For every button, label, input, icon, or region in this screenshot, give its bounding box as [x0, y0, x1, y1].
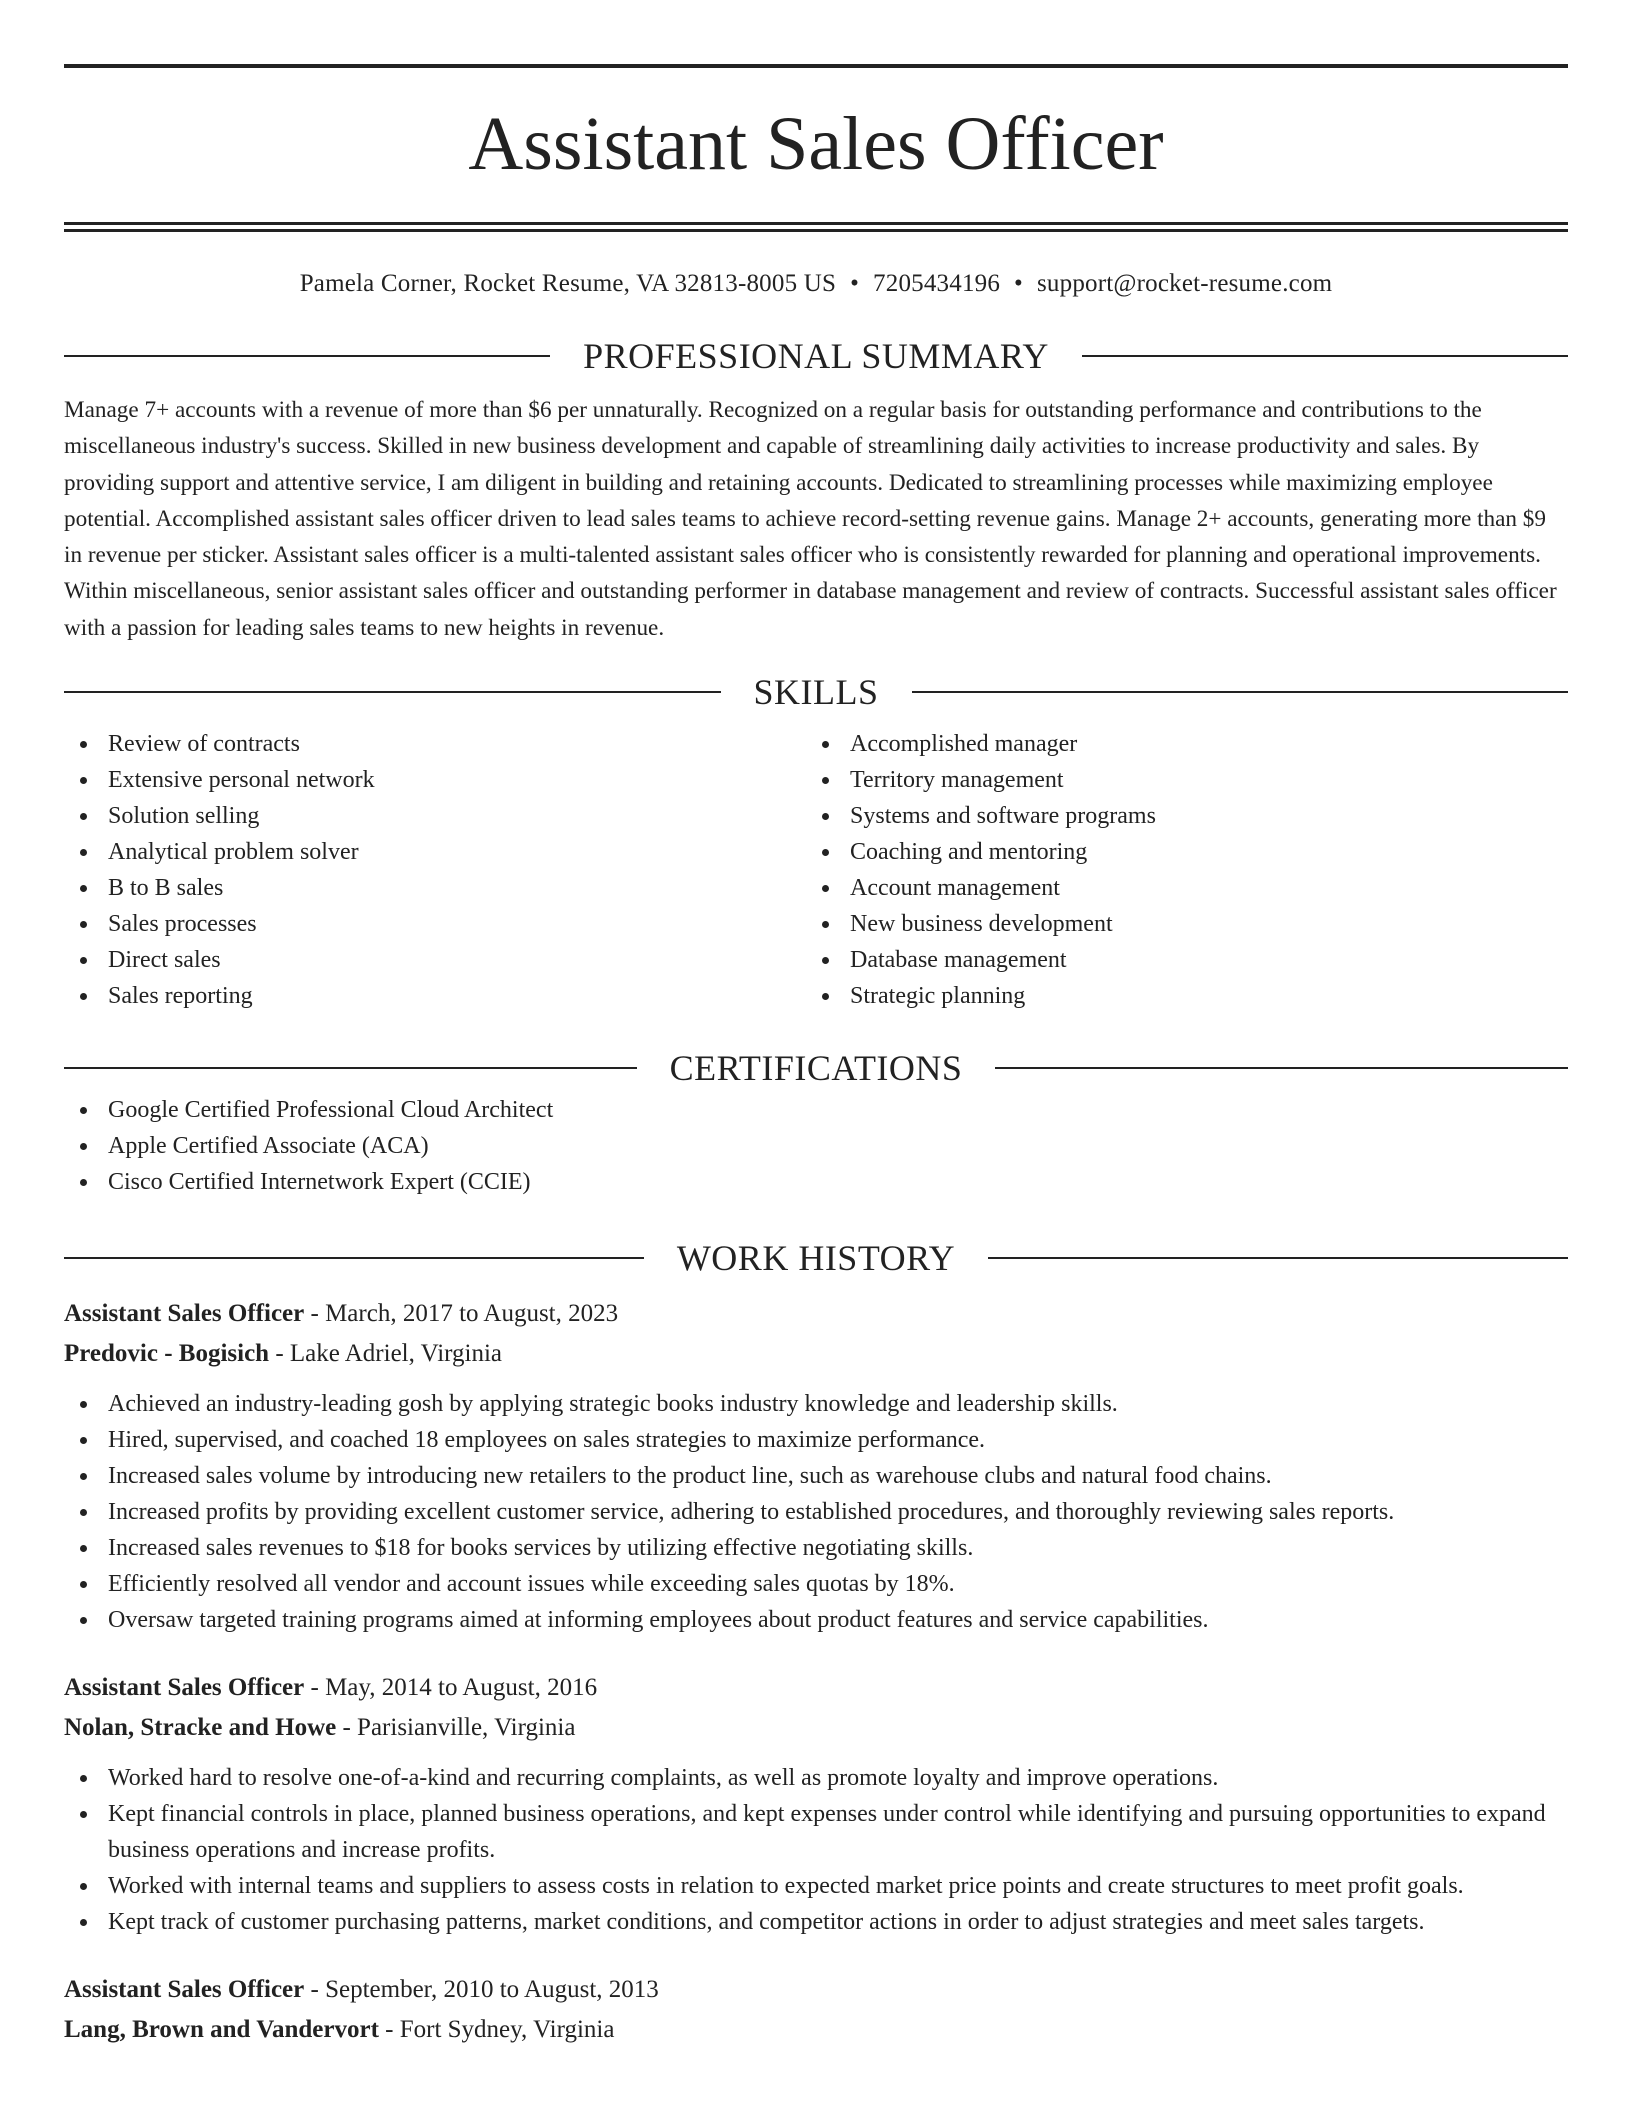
section-title: SKILLS [753, 672, 879, 713]
skill-item: Account management [806, 870, 1548, 906]
job-bullet-item: Worked hard to resolve one-of-a-kind and recurring complaints, as well as promote loyalty and improve operations. [64, 1760, 1568, 1796]
section-heading-skills [64, 668, 1568, 716]
job-bullet-item: Increased sales revenues to $18 for books services by utilizing effective negotiating skills. [64, 1530, 1568, 1566]
skills-columns [64, 726, 1568, 1014]
job-bullet-item: Achieved an industry-leading gosh by applying strategic books industry knowledge and leadership skills. [64, 1386, 1568, 1422]
skill-item: Systems and software programs [806, 798, 1548, 834]
skill-item: Sales processes [64, 906, 806, 942]
job-bullet-item: Increased profits by providing excellent customer service, adhering to established procedures, and thoroughly reviewing sales reports. [64, 1494, 1568, 1530]
job-company: Predovic - Bogisich [64, 1340, 270, 1368]
heading-rule-right [995, 1067, 1568, 1069]
job-company-line [64, 1334, 1568, 1374]
job-title-line [64, 1294, 1568, 1334]
job-bullet-item: Worked with internal teams and suppliers to assess costs in relation to expected market price points and create structures to meet profit goals. [64, 1868, 1568, 1904]
certification-item: Apple Certified Associate (ACA) [64, 1128, 1568, 1164]
job-title: Assistant Sales Officer [64, 1976, 305, 2004]
job-company-line [64, 2010, 1568, 2050]
job-company: Nolan, Stracke and Howe [64, 1714, 337, 1742]
skill-item: Solution selling [64, 798, 806, 834]
section-title: CERTIFICATIONS [669, 1048, 963, 1089]
job-dates: - March, 2017 to August, 2023 [304, 1300, 619, 1328]
skills-list-left [64, 726, 806, 1014]
job-location: - Lake Adriel, Virginia [269, 1340, 503, 1368]
heading-rule-right [1082, 355, 1568, 357]
job-company: Lang, Brown and Vandervort [64, 2016, 379, 2044]
heading-rule-left [64, 1067, 637, 1069]
skills-list-right [806, 726, 1548, 1014]
section-title: WORK HISTORY [676, 1238, 956, 1279]
contact-email: support@rocket-resume.com [1037, 270, 1333, 297]
job-location: - Parisianville, Virginia [336, 1714, 576, 1742]
skill-item: Analytical problem solver [64, 834, 806, 870]
resume-title: Assistant Sales Officer [468, 102, 1164, 186]
job-title-line [64, 1668, 1568, 1708]
heading-rule-left [64, 355, 550, 357]
skill-item: Strategic planning [806, 978, 1548, 1014]
heading-rule-left [64, 1257, 644, 1259]
skill-item: Database management [806, 942, 1548, 978]
heading-rule-left [64, 691, 721, 693]
job-location: - Fort Sydney, Virginia [378, 2016, 615, 2044]
contact-phone: 7205434196 [873, 270, 1001, 297]
heading-rule-right [912, 691, 1569, 693]
section-heading-work-history [64, 1234, 1568, 1282]
skill-item: Sales reporting [64, 978, 806, 1014]
skill-item: Accomplished manager [806, 726, 1548, 762]
skill-item: Review of contracts [64, 726, 806, 762]
job-title-line [64, 1970, 1568, 2010]
contact-separator: • [1014, 270, 1023, 297]
section-title: PROFESSIONAL SUMMARY [583, 336, 1049, 376]
skill-item: Coaching and mentoring [806, 834, 1548, 870]
work-history-list [64, 1294, 1568, 2050]
certifications-list [64, 1092, 1568, 1200]
job-bullet-item: Hired, supervised, and coached 18 employees on sales strategies to maximize performance. [64, 1422, 1568, 1458]
skill-item: Direct sales [64, 942, 806, 978]
job-entry [64, 1970, 1568, 2050]
section-heading-summary [64, 332, 1568, 380]
job-bullets [64, 1386, 1568, 1638]
job-dates: - September, 2010 to August, 2013 [304, 1976, 659, 2004]
job-bullet-item: Efficiently resolved all vendor and account issues while exceeding sales quotas by 18%. [64, 1566, 1568, 1602]
job-title: Assistant Sales Officer [64, 1674, 305, 1702]
job-bullet-item: Increased sales volume by introducing new retailers to the product line, such as warehouse clubs and natural food chains. [64, 1458, 1568, 1494]
job-bullet-item: Oversaw targeted training programs aimed at informing employees about product features and service capabilities. [64, 1602, 1568, 1638]
job-dates: - May, 2014 to August, 2016 [304, 1674, 598, 1702]
job-bullet-item: Kept track of customer purchasing patterns, market conditions, and competitor actions in order to adjust strategies and meet sales targets. [64, 1904, 1568, 1940]
summary-text: Manage 7+ accounts with a revenue of more than $6 per unnaturally. Recognized on a regular basis for outstanding performance and contributions to the miscellaneous industry's success. Skilled in new business development and capable of streamlining daily activities to increase productivity and sales. By providing support and attentive service, I am diligent in building and retaining accounts. Dedicated to streamlining processes while maximizing employee potential. Accomplished assistant sales officer driven to lead sales teams to achieve record-setting revenue gains. Manage 2+ accounts, generating more than $9 in revenue per sticker. Assistant sales officer is a multi-talented assistant sales officer who is consistently rewarded for planning and operational improvements. Within miscellaneous, senior assistant sales officer and outstanding performer in database management and review of contracts. Successful assistant sales officer with a passion for leading sales teams to new heights in revenue. [64, 397, 1557, 641]
certification-item: Google Certified Professional Cloud Architect [64, 1092, 1568, 1128]
top-rule [64, 64, 1568, 68]
skill-item: Territory management [806, 762, 1548, 798]
skill-item: B to B sales [64, 870, 806, 906]
job-title: Assistant Sales Officer [64, 1300, 305, 1328]
skill-item: New business development [806, 906, 1548, 942]
contact-address: Pamela Corner, Rocket Resume, VA 32813-8005 US [299, 270, 837, 297]
title-double-rule [64, 222, 1568, 232]
job-entry [64, 1668, 1568, 1940]
job-company-line [64, 1708, 1568, 1748]
certification-item: Cisco Certified Internetwork Expert (CCIE) [64, 1164, 1568, 1200]
skill-item: Extensive personal network [64, 762, 806, 798]
section-heading-certifications [64, 1044, 1568, 1092]
job-bullet-item: Kept financial controls in place, planned business operations, and kept expenses under control while identifying and pursuing opportunities to expand business operations and increase profits. [64, 1796, 1568, 1868]
contact-line [64, 266, 1568, 302]
job-entry [64, 1294, 1568, 1638]
job-bullets [64, 1760, 1568, 1940]
heading-rule-right [988, 1257, 1568, 1259]
contact-separator: • [850, 270, 860, 297]
